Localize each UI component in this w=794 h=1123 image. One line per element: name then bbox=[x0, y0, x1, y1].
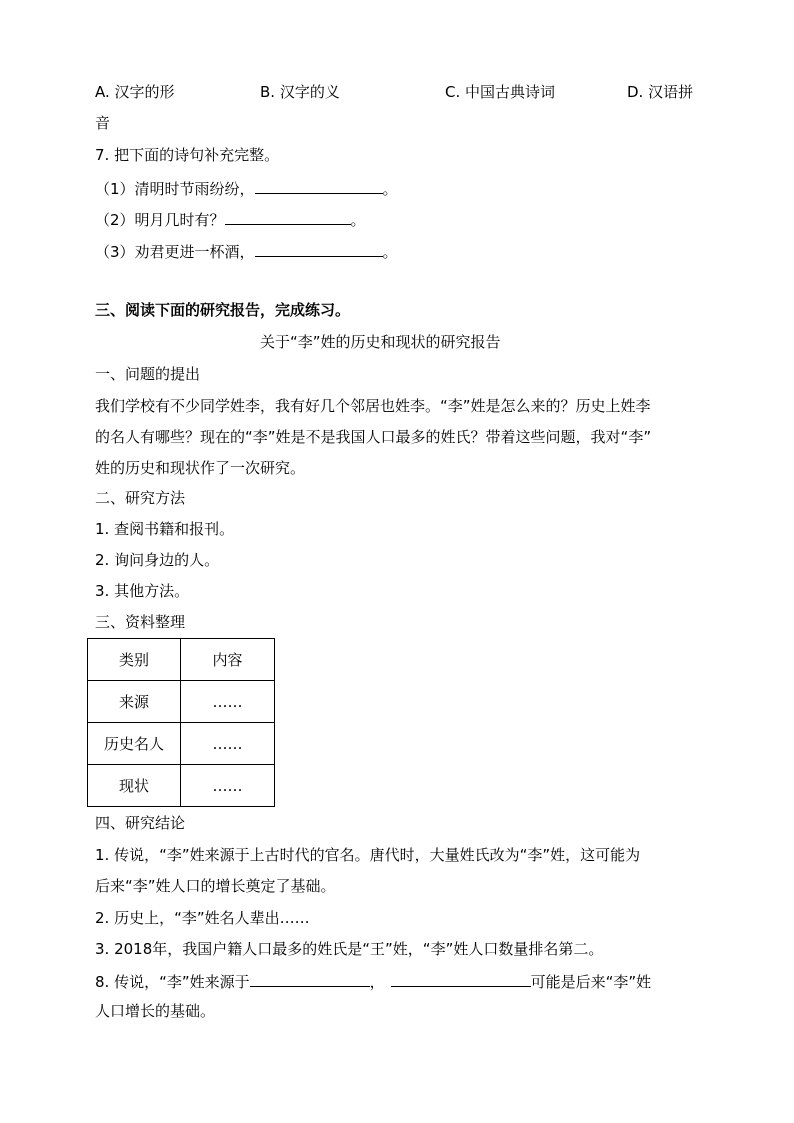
part4-heading: 四、研究结论 bbox=[95, 814, 186, 832]
table-cell: 来源 bbox=[88, 681, 181, 723]
option-b: B. 汉字的义 bbox=[260, 83, 340, 101]
table-row bbox=[88, 765, 275, 807]
part1-heading: 一、问题的提出 bbox=[95, 365, 201, 383]
q8-middle: ， bbox=[369, 973, 385, 991]
q8-suffix: 可能是后来“李”姓 bbox=[530, 973, 652, 991]
report-title: 关于“李”姓的历史和现状的研究报告 bbox=[260, 333, 501, 351]
q7-item-2 bbox=[95, 208, 366, 230]
answer-blank[interactable] bbox=[255, 240, 383, 257]
paragraph-line: 我们学校有不少同学姓李，我有好几个邻居也姓李。“李”姓是怎么来的？历史上姓李 bbox=[95, 397, 651, 415]
q7-item-1-end: 。 bbox=[382, 180, 398, 198]
option-d-wrap: 音 bbox=[95, 114, 111, 132]
table-row bbox=[88, 723, 275, 765]
answer-blank[interactable] bbox=[255, 177, 383, 194]
table-header-cell: 内容 bbox=[181, 639, 275, 681]
table-cell: 现状 bbox=[88, 765, 181, 807]
method-item: 2. 询问身边的人。 bbox=[95, 551, 220, 569]
paragraph-line: 姓的历史和现状作了一次研究。 bbox=[95, 459, 306, 477]
q7-item-3-end: 。 bbox=[382, 243, 398, 261]
table-header-row bbox=[88, 639, 275, 681]
method-item: 1. 查阅书籍和报刊。 bbox=[95, 520, 235, 538]
conclusion-line: 后来“李”姓人口的增长奠定了基础。 bbox=[95, 877, 336, 895]
q8-prefix: 8. 传说，“李”姓来源于 bbox=[95, 973, 250, 991]
data-table bbox=[87, 638, 275, 807]
option-a: A. 汉字的形 bbox=[95, 83, 175, 101]
conclusion-line: 1. 传说，“李”姓来源于上古时代的官名。唐代时，大量姓氏改为“李”姓，这可能为 bbox=[95, 846, 641, 864]
part3-heading: 三、资料整理 bbox=[95, 613, 186, 631]
method-item: 3. 其他方法。 bbox=[95, 582, 190, 600]
q8-line-1 bbox=[95, 970, 651, 992]
table-header-cell: 类别 bbox=[88, 639, 181, 681]
q7-item-2-text: （2）明月几时有？ bbox=[95, 211, 225, 229]
conclusion-line: 2. 历史上，“李”姓名人辈出…… bbox=[95, 909, 310, 927]
q7-item-3-text: （3）劝君更进一杯酒， bbox=[95, 243, 255, 261]
table-cell: 历史名人 bbox=[88, 723, 181, 765]
q7-item-1 bbox=[95, 177, 398, 199]
q8-line-2: 人口增长的基础。 bbox=[95, 1002, 216, 1020]
conclusion-line: 3. 2018年，我国户籍人口最多的姓氏是“王”姓，“李”姓人口数量排名第二。 bbox=[95, 940, 604, 958]
answer-blank[interactable] bbox=[250, 970, 370, 987]
q7-item-1-text: （1）清明时节雨纷纷， bbox=[95, 180, 255, 198]
table-cell: …… bbox=[181, 681, 275, 723]
table-row bbox=[88, 681, 275, 723]
q7-stem: 7. 把下面的诗句补充完整。 bbox=[95, 146, 280, 164]
q7-item-3 bbox=[95, 240, 398, 262]
answer-blank[interactable] bbox=[225, 208, 351, 225]
part2-heading: 二、研究方法 bbox=[95, 489, 186, 507]
q7-item-2-end: 。 bbox=[350, 211, 366, 229]
table-cell: …… bbox=[181, 765, 275, 807]
option-d: D. 汉语拼 bbox=[627, 83, 694, 101]
paragraph-line: 的名人有哪些？现在的“李”姓是不是我国人口最多的姓氏？带着这些问题，我对“李” bbox=[95, 428, 652, 446]
option-c: C. 中国古典诗词 bbox=[445, 83, 556, 101]
answer-blank[interactable] bbox=[391, 970, 531, 987]
table-cell: …… bbox=[181, 723, 275, 765]
section-heading: 三、阅读下面的研究报告，完成练习。 bbox=[95, 301, 351, 319]
